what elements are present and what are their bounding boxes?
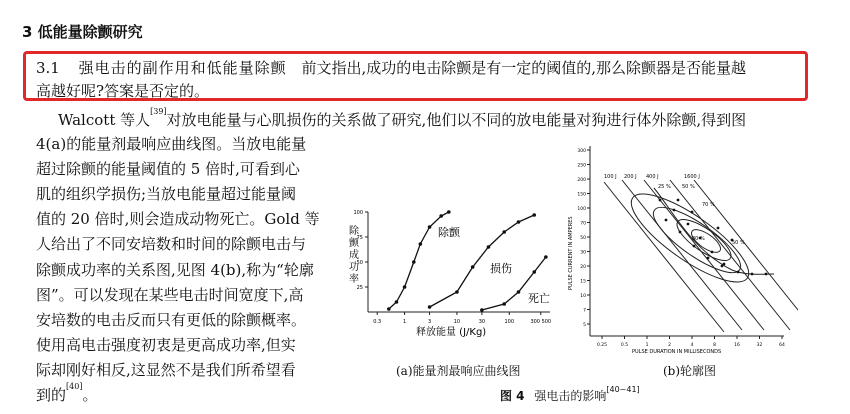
x-tick-label: 0.5 (620, 343, 629, 348)
subsection-title: 强电击的副作用和低能量除颤 (78, 59, 287, 77)
data-point (428, 225, 432, 229)
paragraph-text: Walcott 等人 (58, 111, 151, 129)
data-point (419, 242, 423, 246)
y-tick-label: 20 (580, 265, 586, 270)
citation: [40] (66, 382, 83, 391)
y-tick-label: 50 (580, 236, 586, 241)
data-point (439, 214, 443, 218)
data-point (447, 210, 451, 214)
y-tick-label: 100 (353, 210, 363, 216)
paragraph-text: 对放电能量与心肌损伤的关系做了研究,他们以不同的放电能量对狗进行体外除颤,得到图 (166, 111, 747, 129)
y-tick-label: 50 (356, 260, 363, 266)
x-ticks (373, 312, 551, 325)
paragraph-last-line (36, 384, 97, 405)
data-point (673, 209, 676, 212)
data-point (665, 219, 668, 222)
data-point (679, 231, 682, 234)
paragraph-line: 际却刚好相反,这显然不是我们所希望看 (36, 360, 296, 379)
y-ticks (577, 148, 590, 328)
contour-labels (658, 184, 745, 246)
y-tick-label: 25 (356, 285, 363, 291)
y-tick-label: 5 (583, 323, 586, 328)
contour-label: 50 % (732, 240, 745, 246)
subsection-line-2: 高越好呢?答案是否定的。 (36, 82, 210, 100)
contour-label: 25 % (658, 184, 671, 190)
series-label: 损伤 (490, 262, 512, 275)
subsection-number: 3.1 (36, 59, 60, 77)
contour-label: 70 % (702, 202, 715, 208)
y-tick-label: 100 (577, 207, 586, 212)
data-point (532, 213, 536, 217)
energy-labels (604, 174, 700, 180)
paragraph-line: 人给出了不同安培数和时间的除颤电击与 (36, 235, 307, 254)
panel-a-caption: (a)能量剂最响应曲线图 (396, 364, 521, 378)
data-point (723, 263, 726, 266)
figure-caption-text: 强电击的影响 (534, 389, 607, 403)
x-tick-label: 2 (668, 343, 671, 348)
subsection-text-1: 前文指出,成功的电击除颤是有一定的阈值的,那么除颤器是否能量越 (301, 59, 746, 77)
y-tick-label: 150 (577, 192, 586, 198)
x-tick-label: 10 (453, 319, 461, 325)
paragraph-text: 。 (82, 386, 98, 404)
data-point (751, 273, 754, 276)
paragraph-line: 使用高电击强度初衷是更高成功率,但实 (36, 335, 296, 354)
paragraph-line: 4(a)的能量剂最响应曲线图。当放电能量 (36, 135, 307, 153)
data-point (532, 270, 536, 274)
paragraph-line: 安培数的电击反而只有更低的除颤概率。 (36, 310, 307, 329)
y-tick-label: 10 (580, 294, 586, 299)
x-tick-label: 16 (734, 343, 740, 348)
data-point (721, 265, 724, 268)
energy-label: 400 J (646, 174, 659, 180)
x-ticks (597, 336, 785, 348)
data-point (693, 245, 696, 248)
series-label: 死亡 (528, 292, 550, 305)
data-point (737, 271, 740, 274)
data-point (471, 265, 475, 269)
data-point (403, 285, 407, 289)
data-point (691, 211, 694, 214)
x-tick-label: 30 (478, 319, 486, 325)
x-axis-label: PULSE DURATION IN MILLISECONDS (632, 349, 722, 355)
energy-label: 200 J (624, 174, 637, 180)
x-axis-label: 释放能量 (J/Kg) (416, 327, 487, 338)
citation: [40~41] (606, 385, 640, 394)
energy-label: 100 J (604, 174, 617, 180)
x-tick-label: 0.3 (373, 319, 382, 325)
section-heading: 3 低能量除颤研究 (22, 23, 143, 41)
x-tick-label: 4 (690, 343, 694, 348)
data-point (544, 255, 548, 259)
x-tick-label: 300 500 (530, 319, 552, 325)
data-point (659, 199, 662, 202)
y-tick-label: 30 (580, 250, 586, 256)
data-point (717, 227, 720, 230)
paragraph-line: 图”。可以发现在某些电击时间宽度下,高 (36, 285, 304, 304)
y-tick-label: 7 (583, 308, 586, 314)
y-axis-label-4: 功 (349, 262, 359, 273)
y-tick-label: 300 (577, 149, 586, 154)
series-group (387, 210, 550, 312)
data-point (502, 230, 506, 234)
data-point (677, 199, 680, 202)
data-point (707, 257, 710, 260)
contour-label: 80 % (692, 236, 705, 242)
y-axis-label-1: 除 (349, 226, 359, 237)
data-point (711, 251, 714, 254)
subsection-line-1 (36, 57, 746, 78)
data-point (395, 300, 399, 304)
y-tick-label: 200 (577, 178, 586, 183)
data-point (687, 223, 690, 226)
x-tick-label: 100 (504, 319, 515, 325)
y-tick-label: 70 (580, 221, 586, 227)
y-axis-label-5: 率 (349, 274, 359, 285)
data-point (455, 290, 459, 294)
paragraph-line: 值的 20 倍时,则会造成动物死亡。Gold 等 (36, 210, 320, 229)
y-tick-label: 250 (577, 163, 586, 169)
paragraph-line: 除颤成功率的关系图,见图 4(b),称为“轮廓 (36, 260, 314, 279)
data-point (412, 260, 416, 264)
x-tick-label: 1 (402, 319, 407, 325)
energy-line (670, 180, 790, 330)
x-tick-label: 8 (713, 343, 716, 348)
x-tick-label: 3 (427, 319, 432, 325)
x-tick-label: 64 (779, 343, 785, 348)
y-axis-label: PULSE CURRENT IN AMPERES (568, 216, 574, 290)
paragraph-first-line (58, 109, 746, 130)
energy-lines (604, 180, 798, 332)
data-point (487, 245, 491, 249)
contour-tail (654, 188, 774, 274)
citation: [39] (150, 107, 167, 116)
panel-b-caption: (b)轮廓图 (663, 364, 717, 378)
data-point (387, 307, 391, 311)
chart-contour (562, 140, 798, 356)
x-tick-label: 32 (756, 343, 763, 348)
x-tick-label: 0.25 (596, 343, 608, 348)
data-point (765, 273, 768, 276)
energy-label: 1600 J (684, 174, 700, 180)
data-point (480, 308, 484, 312)
data-point (517, 290, 521, 294)
energy-line (622, 180, 742, 330)
contour-label: 50 % (682, 184, 695, 190)
y-tick-label: 75 (356, 235, 363, 241)
y-axis-label-2: 颤 (349, 238, 359, 249)
series-label: 除颤 (438, 226, 460, 239)
figure-caption (500, 387, 640, 404)
paragraph-line: 肌的组织学损伤;当放电能量超过能量阈 (36, 185, 297, 204)
y-tick-label: 15 (580, 279, 586, 285)
paragraph-line: 超过除颤的能量阈值的 5 倍时,可看到心 (36, 160, 300, 179)
chart-dose-response (344, 202, 556, 340)
paragraph-text: 到的 (36, 386, 67, 404)
figure-label: 图 4 (500, 389, 525, 403)
x-tick-label: 1 (645, 343, 649, 348)
y-axis-label-3: 成 (349, 250, 359, 261)
data-point (517, 220, 521, 224)
data-point (428, 305, 432, 309)
data-point (502, 302, 506, 306)
